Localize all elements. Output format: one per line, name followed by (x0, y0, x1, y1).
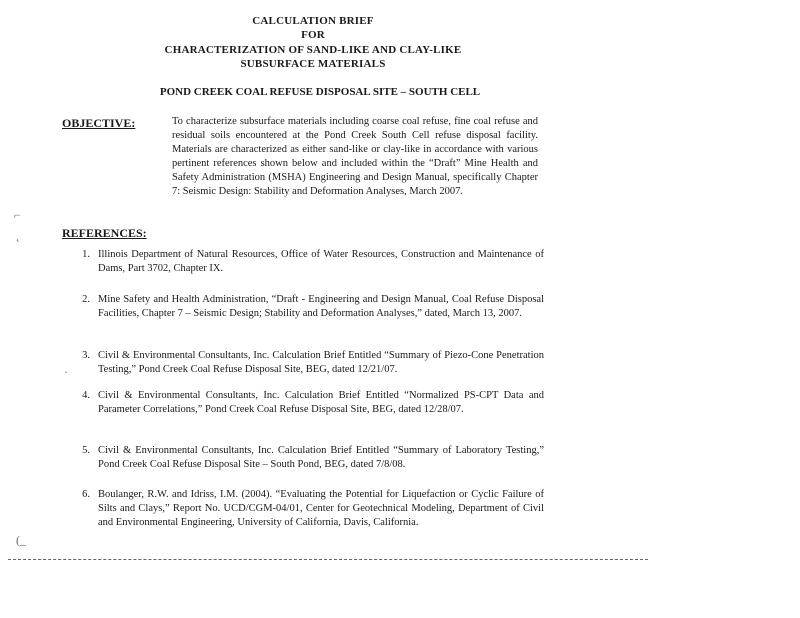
scan-bottom-rule (8, 559, 648, 560)
title-line-1: CALCULATION BRIEF (252, 15, 374, 27)
scan-artifact-mark: ˛ (16, 228, 20, 242)
scan-artifact-mark: ⌐ (14, 208, 21, 222)
reference-text: Mine Safety and Health Administration, “Draft - Engineering and Design Manual, Coal Refuse Disposal Facilities, Chapter 7 – Seismic Design; Stability and Deformation Analyses,” dated, March 13, 2007. (98, 294, 544, 320)
reference-number: 5. (82, 445, 90, 456)
title-line-3: CHARACTERIZATION OF SAND-LIKE AND CLAY-LIKE (164, 44, 462, 56)
objective-text: To characterize subsurface materials including coarse coal refuse, fine coal refuse and residual soils encountered at the Pond Creek South Cell refuse disposal facility. Materials are characterized as either sand-like or clay-like in accordance with various pertinent references shown below and included within the “Draft” Mine Health and Safety Administration (MSHA) Engineering and Design Manual, specifically Chapter 7: Seismic Design: Stability and Deformation Analyses, March 2007. (172, 116, 538, 198)
scan-artifact-mark: (_ (16, 533, 26, 547)
title-line-4: SUBSURFACE MATERIALS (240, 58, 386, 70)
reference-number: 6. (82, 489, 90, 500)
reference-text: Boulanger, R.W. and Idriss, I.M. (2004). “Evaluating the Potential for Liquefaction or Cyclic Failure of Silts and Clays,” Report No. UCD/CGM-04/01, Center for Geotechnical Modeling, Department of Civil and Environmental Engineering, University of California, Davis, California. (98, 489, 544, 529)
reference-text: Illinois Department of Natural Resources, Office of Water Resources, Construction and Maintenance of Dams, Part 3702, Chapter IX. (98, 249, 544, 275)
reference-text: Civil & Environmental Consultants, Inc. Calculation Brief Entitled “Summary of Laboratory Testing,” Pond Creek Coal Refuse Disposal Site – South Pond, BEG, dated 7/8/08. (98, 445, 544, 471)
references-label: REFERENCES: (62, 226, 147, 240)
reference-number: 4. (82, 390, 90, 401)
reference-number: 2. (82, 294, 90, 305)
reference-text: Civil & Environmental Consultants, Inc. Calculation Brief Entitled “Summary of Piezo-Cone Penetration Testing,” Pond Creek Coal Refuse Disposal Site, BEG, dated 12/21/07. (98, 350, 544, 376)
site-title: POND CREEK COAL REFUSE DISPOSAL SITE – SOUTH CELL (159, 86, 481, 98)
reference-number: 3. (82, 350, 90, 361)
reference-number: 1. (82, 249, 90, 260)
title-line-2: FOR (301, 29, 325, 41)
objective-label: OBJECTIVE: (62, 116, 136, 130)
reference-text: Civil & Environmental Consultants, Inc. Calculation Brief Entitled “Normalized PS-CPT Data and Parameter Correlations,” Pond Creek Coal Refuse Disposal Site, BEG, dated 12/28/07. (98, 390, 544, 416)
scan-artifact-mark: · (64, 365, 68, 379)
